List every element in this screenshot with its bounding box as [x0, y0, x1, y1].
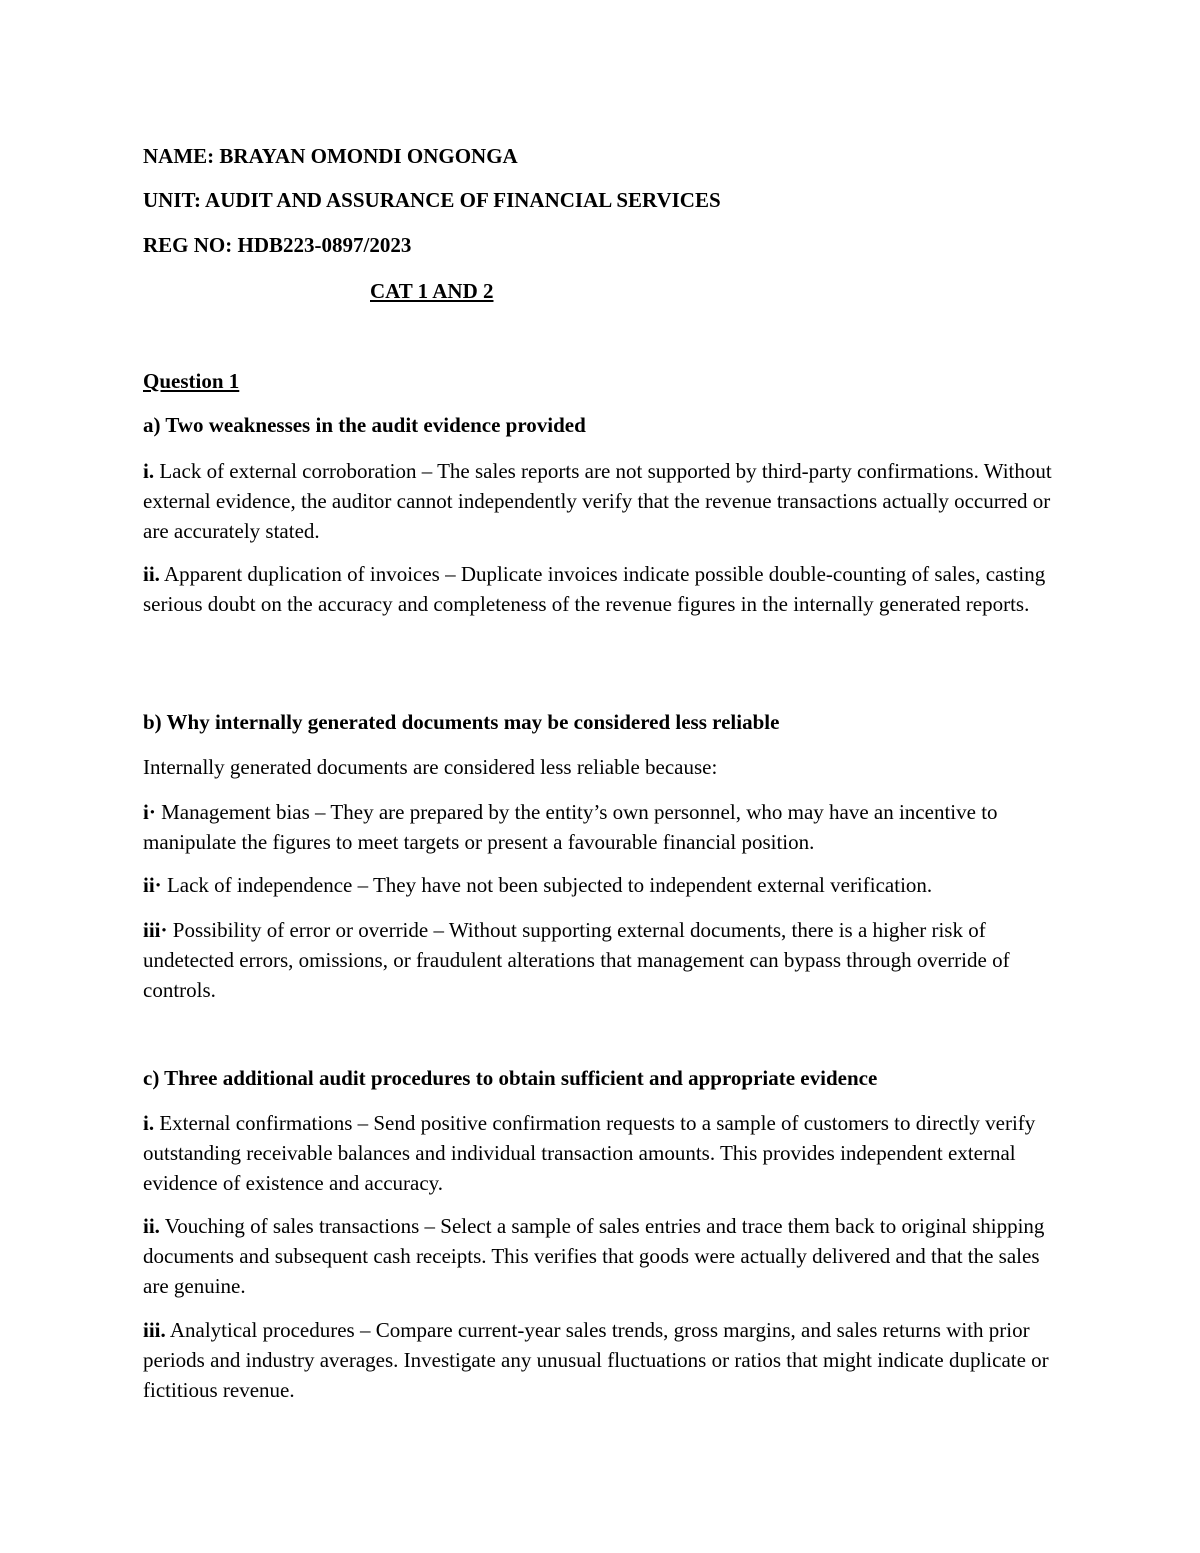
part-c-heading: c) Three additional audit procedures to obtain sufficient and appropriate evidence	[143, 1066, 878, 1090]
item-marker: i·	[143, 800, 156, 824]
part-c-item-1	[143, 1108, 1068, 1198]
part-a-heading: a) Two weaknesses in the audit evidence provided	[143, 413, 586, 437]
part-b-item-2	[143, 870, 1068, 900]
item-marker: ii.	[143, 562, 160, 586]
part-c-item-3	[143, 1315, 1068, 1405]
part-b-item-1	[143, 797, 1068, 857]
part-b-intro: Internally generated documents are considered less reliable because:	[143, 755, 718, 779]
item-text: Lack of external corroboration – The sales reports are not supported by third-party confirmations. Without external evidence, the auditor cannot independently verify that the revenue transactions actually occurred or are accurately stated.	[143, 459, 1052, 543]
item-marker: iii·	[143, 918, 168, 942]
item-marker: ii.	[143, 1214, 160, 1238]
question-heading: Question 1	[143, 369, 240, 393]
item-marker: i.	[143, 459, 155, 483]
item-text: Lack of independence – They have not been subjected to independent external verification.	[161, 873, 933, 897]
item-text: Vouching of sales transactions – Select a sample of sales entries and trace them back to original shipping documents and subsequent cash receipts. This verifies that goods were actually delivered and that the sales are genuine.	[143, 1214, 1045, 1298]
part-c-item-2	[143, 1211, 1068, 1301]
unit-name: UNIT: AUDIT AND ASSURANCE OF FINANCIAL SERVICES	[143, 188, 721, 212]
part-a-item-1	[143, 456, 1068, 546]
document-title: CAT 1 AND 2	[370, 279, 494, 303]
item-text: Analytical procedures – Compare current-year sales trends, gross margins, and sales returns with prior periods and industry averages. Investigate any unusual fluctuations or ratios that might indicate duplicate or fictitious revenue.	[143, 1318, 1049, 1402]
item-text: Possibility of error or override – Without supporting external documents, there is a higher risk of undetected errors, omissions, or fraudulent alterations that management can bypass through override of controls.	[143, 918, 1010, 1002]
item-marker: i.	[143, 1111, 155, 1135]
item-text: Management bias – They are prepared by the entity’s own personnel, who may have an incentive to manipulate the figures to meet targets or present a favourable financial position.	[143, 800, 998, 854]
reg-number: REG NO: HDB223-0897/2023	[143, 233, 412, 257]
part-b-item-3	[143, 915, 1068, 1005]
item-marker: ii·	[143, 873, 162, 897]
item-marker: iii.	[143, 1318, 166, 1342]
item-text: Apparent duplication of invoices – Duplicate invoices indicate possible double-counting of sales, casting serious doubt on the accuracy and completeness of the revenue figures in the internally generated reports.	[143, 562, 1046, 616]
part-a-item-2	[143, 559, 1068, 619]
student-name: NAME: BRAYAN OMONDI ONGONGA	[143, 144, 518, 168]
part-b-heading: b) Why internally generated documents may be considered less reliable	[143, 710, 780, 734]
item-text: External confirmations – Send positive confirmation requests to a sample of customers to directly verify outstanding receivable balances and individual transaction amounts. This provides independent external evidence of existence and accuracy.	[143, 1111, 1036, 1195]
